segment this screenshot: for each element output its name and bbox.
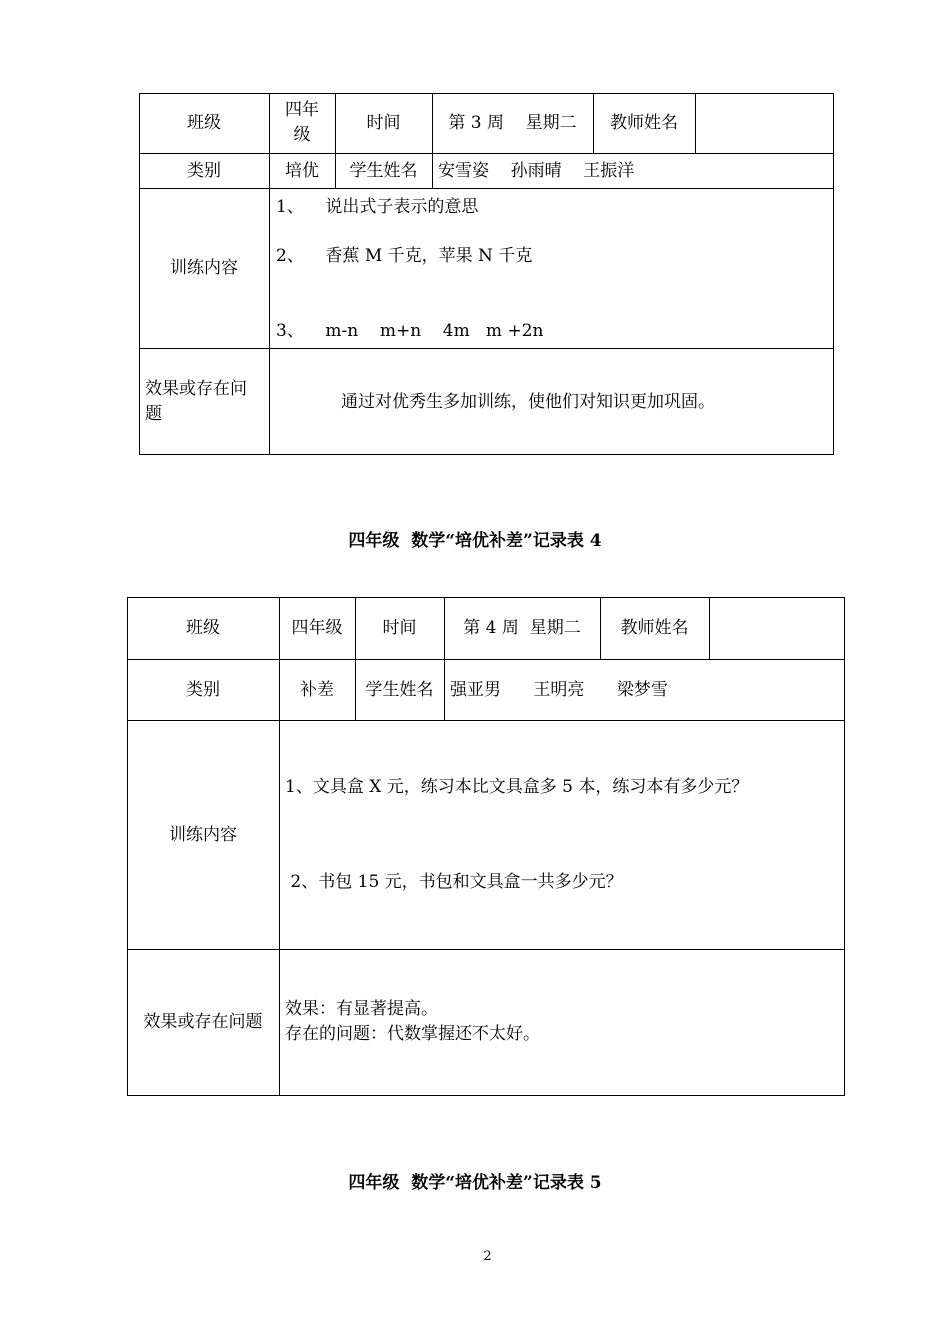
effect-label-line2: 题: [145, 404, 162, 424]
teacher-label: 教师姓名: [610, 113, 678, 133]
training-item-1: 1、 说出式子表示的意思: [276, 197, 479, 217]
category-label: 类别: [187, 161, 221, 181]
effect-line-1: 效果：有显著提高。: [285, 999, 438, 1019]
student-names: 强亚男 王明亮 梁梦雪: [450, 680, 668, 700]
student-names: 安雪姿 孙雨晴 王振洋: [438, 161, 635, 181]
page-number: 2: [483, 1249, 492, 1264]
class-value: 四年级: [291, 618, 343, 638]
training-item-3: 3、 m-n m+n 4m m +2n: [276, 321, 544, 341]
training-label: 训练内容: [169, 825, 237, 845]
student-label: 学生姓名: [349, 161, 418, 181]
class-value-line1: 四年: [285, 100, 319, 120]
category-value: 培优: [285, 161, 319, 181]
training-item-2: 2、 香蕉 M 千克，苹果 N 千克: [276, 246, 533, 266]
category-label: 类别: [186, 680, 220, 700]
student-label: 学生姓名: [365, 680, 434, 700]
training-item-1: 1、文具盒 X 元，练习本比文具盒多 5 本，练习本有多少元？: [285, 777, 749, 797]
record-table-4-title: 四年级 数学“培优补差”记录表 4: [348, 531, 602, 551]
effect-label: 效果或存在问题: [143, 1012, 263, 1032]
teacher-label: 教师姓名: [620, 618, 689, 638]
time-value: 第 4 周 星期二: [463, 618, 581, 638]
time-value: 第 3 周 星期二: [448, 113, 577, 133]
record-table-5-title: 四年级 数学“培优补差”记录表 5: [348, 1173, 602, 1193]
time-label: 时间: [382, 618, 417, 638]
effect-value: 通过对优秀生多加训练，使他们对知识更加巩固。: [341, 392, 715, 412]
category-value: 补差: [300, 680, 334, 700]
class-label: 班级: [187, 113, 221, 133]
training-label: 训练内容: [170, 258, 238, 278]
effect-line-2: 存在的问题：代数掌握还不太好。: [285, 1024, 540, 1044]
effect-label-line1: 效果或存在问: [145, 379, 247, 399]
training-item-2: 2、书包 15 元，书包和文具盒一共多少元？: [285, 872, 623, 892]
class-value-line2: 级: [293, 125, 311, 145]
class-label: 班级: [186, 618, 220, 638]
time-label: 时间: [366, 113, 401, 133]
